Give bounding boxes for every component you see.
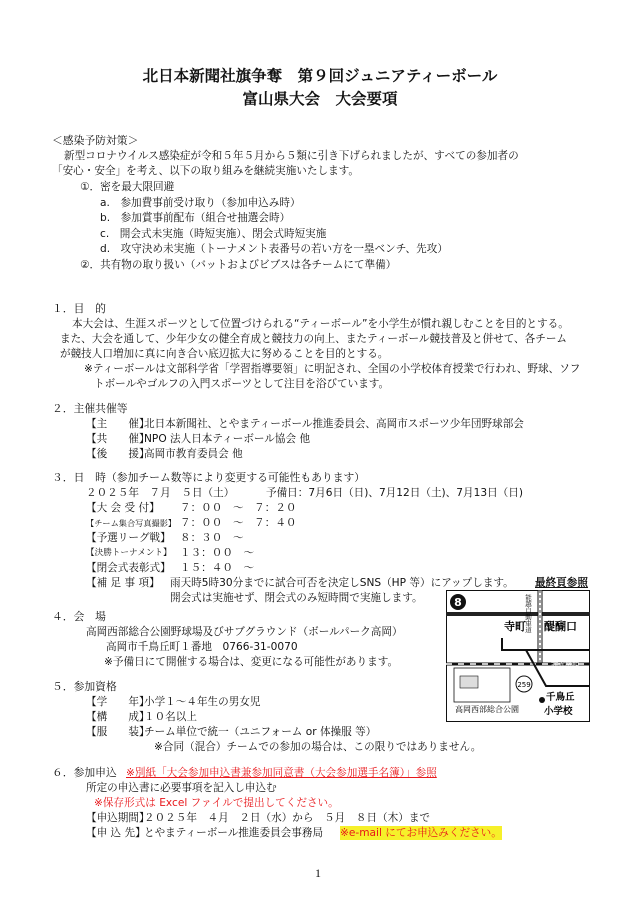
organizer-support-value: 高岡市教育委員会 他 bbox=[144, 448, 243, 460]
purpose-heading: １．目 的 bbox=[52, 302, 106, 315]
schedule-notes-ref: 最終頁参照 bbox=[535, 577, 588, 589]
application-format-note: ※保存形式は Excel ファイルで提出してください。 bbox=[94, 797, 339, 809]
map-label-school: 小学校 bbox=[544, 706, 573, 717]
schedule-notes-line-2: 開会式は実施せず、閉会式のみ短時間で実施します。 bbox=[170, 592, 423, 604]
infection-item-2: ②．共有物の取り扱い（バットおよびビブスは各チームにて準備） bbox=[80, 259, 397, 271]
schedule-notes-line-1: 雨天時5時30分までに試合可否を決定しSNS（HP 等）にアップします。 bbox=[170, 577, 514, 589]
application-heading: ６．参加申込 bbox=[52, 766, 117, 779]
map-label-expressway: 能越自動車道 bbox=[524, 594, 532, 633]
infection-sub-a: a. 参加費事前受け取り（参加申込み時） bbox=[100, 197, 301, 209]
infection-heading: ＜感染予防対策＞ bbox=[52, 134, 139, 147]
organizers-heading: ２．主催共催等 bbox=[52, 402, 128, 415]
schedule-row-label: 【チーム集合写真撮影】 bbox=[86, 518, 177, 528]
schedule-notes-label: 【補 足 事 項】 bbox=[86, 577, 160, 589]
map-label-teramachi: 寺町 bbox=[504, 620, 526, 633]
organizer-main-value: 北日本新聞社、とやまティーボール推進委員会、高岡市スポーツ少年団野球部会 bbox=[144, 418, 524, 430]
schedule-row-label: 【閉会式表彰式】 bbox=[86, 562, 171, 574]
purpose-line-3: が競技人口増加に真に向き合い底辺拡大に努めることを目的とする。 bbox=[60, 348, 389, 360]
map-label-nishitakaoka: 西高岡駅 bbox=[551, 662, 579, 670]
schedule-row-time: ７：００ ～ ７：２０ bbox=[180, 502, 297, 514]
page-title-line1: 北日本新聞社旗争奪 第９回ジュニアティーボール bbox=[142, 67, 498, 85]
schedule-row-time: １５：４０ ～ bbox=[180, 562, 255, 574]
eligibility-uniform-value: チーム単位で統一（ユニフォーム or 体操服 等） bbox=[144, 726, 377, 738]
schedule-row-label: 【予選リーグ戦】 bbox=[86, 532, 171, 544]
eligibility-heading: ５．参加資格 bbox=[52, 680, 117, 693]
application-dest-note: ※e-mail にてお申込みください。 bbox=[340, 827, 502, 839]
purpose-note-1: ※ティーボールは文部科学省「学習指導要領」に明記され、全国の小学校体育授業で行われ、野球、ソフ bbox=[84, 363, 581, 375]
school-marker-icon bbox=[539, 697, 545, 703]
infection-para-2: 「安心・安全」を考え、以下の取り組みを継続実施いたします。 bbox=[52, 165, 360, 177]
organizer-co-label: 【共 催】 bbox=[86, 433, 150, 445]
eligibility-grade-label: 【学 年】 bbox=[86, 696, 150, 708]
infection-sub-b: b. 参加賞事前配布（組合せ抽選会時） bbox=[100, 212, 291, 224]
map-label-park: 高岡西部総合公園 bbox=[455, 705, 519, 714]
venue-address: 高岡市千鳥丘町１番地 0766-31-0070 bbox=[106, 641, 298, 653]
infection-sub-d: d. 攻守決め未実施（トーナメント表番号の若い方を一塁ベンチ、先攻） bbox=[100, 243, 448, 255]
venue-map bbox=[446, 590, 590, 722]
application-dest-label: 【申 込 先】 bbox=[86, 827, 146, 839]
map-road-top bbox=[446, 612, 590, 616]
eligibility-note: ※合同（混合）チームでの参加の場合は、この限りではありません。 bbox=[154, 741, 482, 753]
svg-text:8: 8 bbox=[454, 596, 462, 609]
eligibility-grade-value: 小学１～４年生の男女児 bbox=[144, 696, 261, 708]
schedule-row-label: 【決勝トーナメント】 bbox=[86, 548, 172, 558]
schedule-date-reserve: 予備日：7月6日（日)、7月12日（土)、7月13日（日) bbox=[266, 487, 524, 499]
schedule-date-main: ２０２５年 ７月 ５日（土） bbox=[86, 487, 235, 499]
eligibility-members-label: 【構 成】 bbox=[86, 711, 150, 723]
schedule-row-time: ７：００ ～ ７：４０ bbox=[180, 517, 297, 529]
infection-para-1: 新型コロナウイルス感染症が令和５年５月から５類に引き下げられましたが、すべての参加者の bbox=[64, 150, 519, 162]
venue-heading: ４．会 場 bbox=[52, 610, 106, 623]
application-line-1: 所定の申込書に必要事項を記入し申込む bbox=[86, 782, 277, 794]
svg-text:259: 259 bbox=[517, 681, 531, 689]
schedule-row-label: 【大 会 受 付】 bbox=[86, 502, 160, 514]
venue-name: 高岡西部総合公園野球場及びサブグラウンド（ボールパーク高岡） bbox=[86, 626, 403, 638]
application-period-label: 【申込期間】 bbox=[86, 812, 150, 824]
purpose-note-2: トボールやゴルフの入門スポーツとして注目を浴びています。 bbox=[94, 378, 390, 390]
page-number: 1 bbox=[315, 866, 321, 880]
eligibility-members-value: １０名以上 bbox=[144, 711, 197, 723]
map-label-ganhouji: 醍醐口 bbox=[544, 620, 577, 633]
schedule-row-time: １３：００ ～ bbox=[180, 547, 255, 559]
organizer-support-label: 【後 援】 bbox=[86, 448, 150, 460]
infection-item-1: ①．密を最大限回避 bbox=[80, 181, 175, 193]
purpose-line-1: 本大会は、生涯スポーツとして位置づけられる“ティーボール”を小学生が慣れ親しむことを目的とする。 bbox=[72, 318, 569, 330]
application-red-ref: ※別紙「大会参加申込書兼参加同意書（大会参加選手名簿）」参照 bbox=[126, 767, 437, 779]
application-dest-value: とやまティーボール推進委員会事務局 bbox=[144, 827, 324, 839]
organizer-main-label: 【主 催】 bbox=[86, 418, 150, 430]
venue-note: ※予備日にて開催する場合は、変更になる可能性があります。 bbox=[104, 656, 399, 668]
schedule-heading: ３．日 時（参加チーム数等により変更する可能性もあります） bbox=[52, 471, 366, 484]
schedule-row-time: ８：３０ ～ bbox=[180, 532, 244, 544]
application-period-value: ２０２５年 ４月 ２日（水）から ５月 ８日（木）まで bbox=[144, 812, 431, 824]
eligibility-uniform-label: 【服 装】 bbox=[86, 726, 150, 738]
map-label-chidorioka: 千鳥丘 bbox=[546, 692, 575, 703]
infection-sub-c: c. 開会式未実施（時短実施）、閉会式時短実施 bbox=[100, 228, 327, 240]
page-title-line2: 富山県大会 大会要項 bbox=[242, 90, 398, 108]
purpose-line-2: また、大会を通して、少年少女の健全育成と競技力の向上、またティーボール競技普及と併せて、各チーム bbox=[60, 333, 568, 345]
organizer-co-value: NPO 法人日本ティーボール協会 他 bbox=[144, 433, 311, 445]
